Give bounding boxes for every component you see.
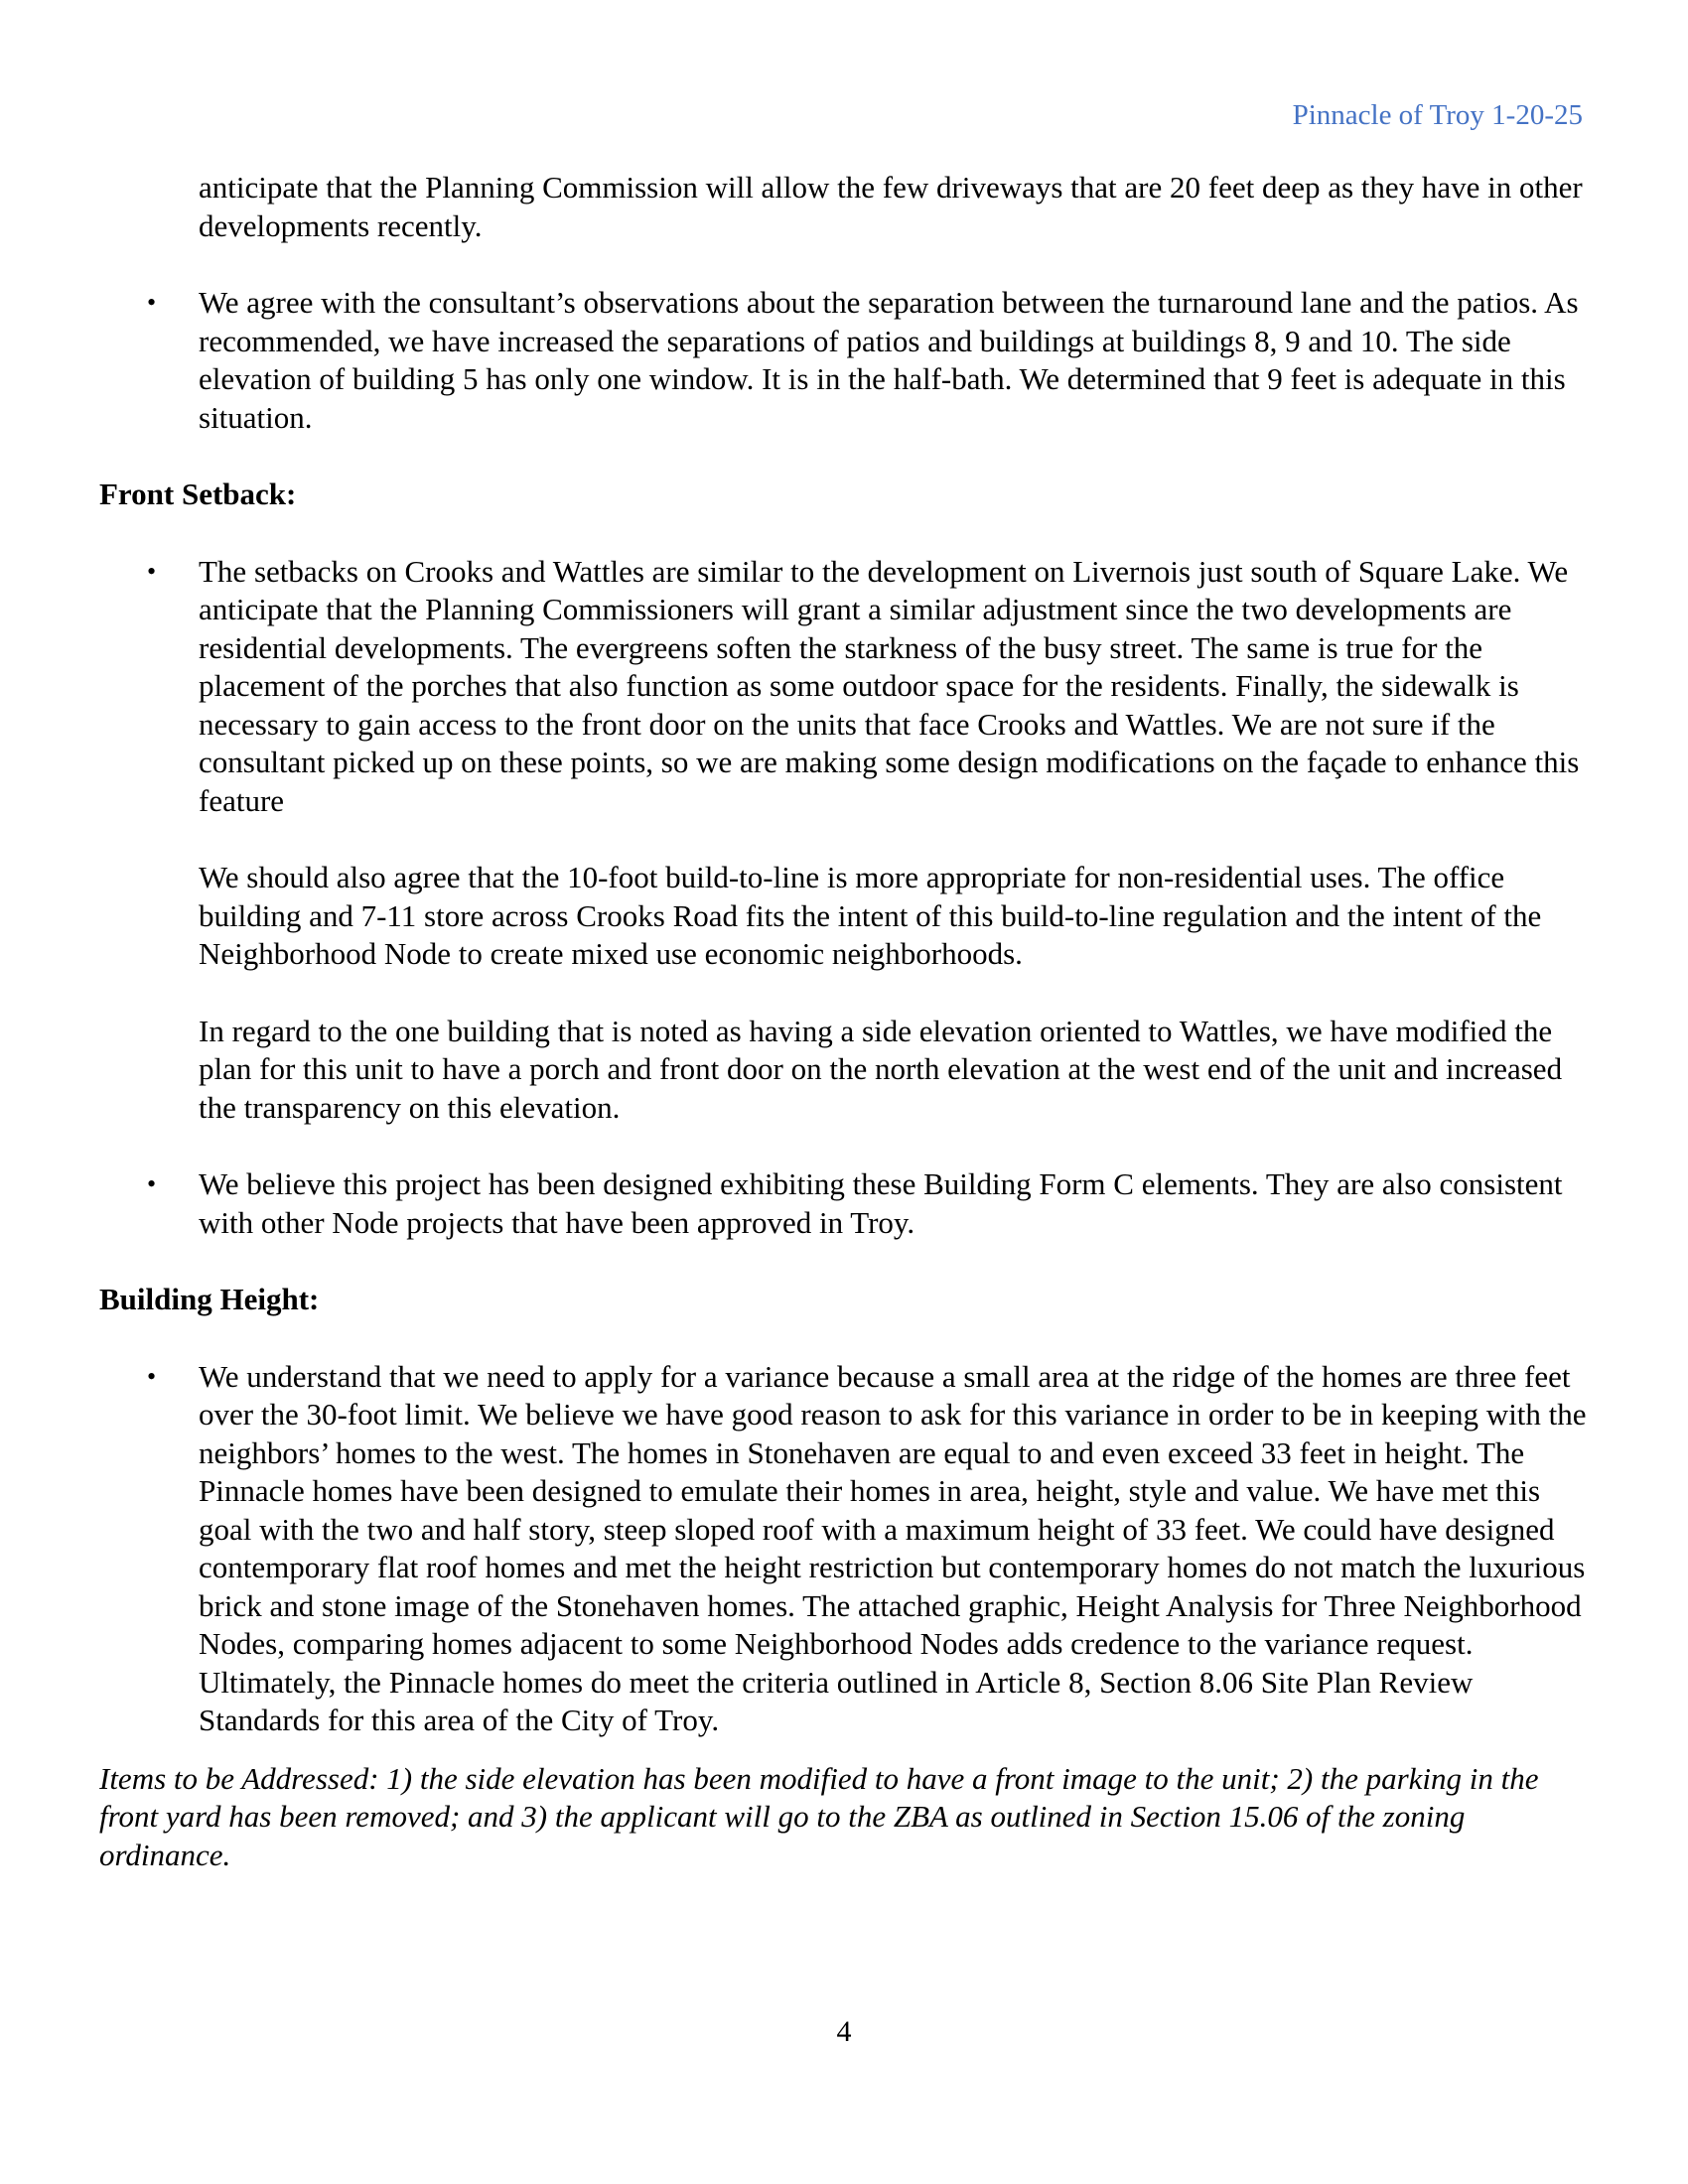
bullet-icon: • (147, 288, 157, 317)
heading-building-height: Building Height: (99, 1282, 320, 1316)
bullet-text-variance: We understand that we need to apply for a variance because a small area at the ridge of the homes are three feet over the 30-foot limit. We believe we have good reason to ask for this variance in order to be in keeping with the neighbors’ homes to the west. The homes in Stonehaven are equal to and even exceed 33 feet in height. The Pinnacle homes have been designed to emulate their homes in area, height, style and value. We have met this goal with the two and half story, steep sloped roof with a maximum height of 33 feet. We could have designed contemporary flat roof homes and met the height restriction but contemporary homes do not match the luxurious brick and stone image of the Stonehaven homes. The attached graphic, Height Analysis for Three Neighborhood Nodes, comparing homes adjacent to some Neighborhood Nodes adds credence to the variance request. Ultimately, the Pinnacle homes do meet the criteria outlined in Article 8, Section 8.06 Site Plan Review Standards for this area of the City of Troy. (199, 1358, 1587, 1737)
bullet-item-building-form (99, 1165, 1599, 1242)
paragraph-side-elevation: In regard to the one building that is noted as having a side elevation oriented to Wattles, we have modified the plan for this unit to have a porch and front door on the north elevation at the west end of the unit and increased the transparency on this elevation. (199, 1013, 1563, 1125)
bullet-text-setbacks: The setbacks on Crooks and Wattles are similar to the development on Livernois just south of Square Lake. We anticipate that the Planning Commissioners will grant a similar adjustment since the two developments are residential developments. The evergreens soften the starkness of the busy street. The same is true for the placement of the porches that also function as some outdoor space for the residents. Finally, the sidewalk is necessary to gain access to the front door on the units that face Crooks and Wattles. We are not sure if the consultant picked up on these points, so we are making some design modifications on the façade to enhance this feature (199, 553, 1580, 818)
bullet-icon: • (147, 1361, 157, 1391)
heading-front-setback: Front Setback: (99, 477, 297, 511)
bullet-item-setbacks (99, 553, 1599, 821)
bullet-icon: • (147, 556, 157, 586)
document-header-ref: Pinnacle of Troy 1-20-25 (1292, 99, 1583, 131)
bullet-text-patios: We agree with the consultant’s observations about the separation between the turnaround lane and the patios. As recommended, we have increased the separations of patios and buildings at buildings 8, 9 and 10. The side elevation of building 5 has only one window. It is in the half-bath. We determined that 9 feet is adequate in this situation. (199, 285, 1579, 435)
document-body (99, 169, 1599, 1874)
paragraph-build-to-line: We should also agree that the 10-foot build-to-line is more appropriate for non-residential uses. The office building and 7-11 store across Crooks Road fits the intent of this build-to-line regulation and the intent of the Neighborhood Node to create mixed use economic neighborhoods. (199, 860, 1542, 971)
bullet-item-variance (99, 1358, 1599, 1740)
bullet-item-patios (99, 284, 1599, 437)
bullet-text-building-form: We believe this project has been designed exhibiting these Building Form C elements. They are also consistent with other Node projects that have been approved in Troy. (199, 1166, 1563, 1240)
page-number: 4 (836, 2015, 852, 2048)
continuation-paragraph: anticipate that the Planning Commission will allow the few driveways that are 20 feet deep as they have in other developments recently. (199, 170, 1583, 243)
items-to-be-addressed: Items to be Addressed: 1) the side elevation has been modified to have a front image to the unit; 2) the parking in the front yard has been removed; and 3) the applicant will go to the ZBA as outlined in Section 15.06 of the zoning ordinance. (99, 1760, 1539, 1872)
bullet-icon: • (147, 1169, 157, 1198)
